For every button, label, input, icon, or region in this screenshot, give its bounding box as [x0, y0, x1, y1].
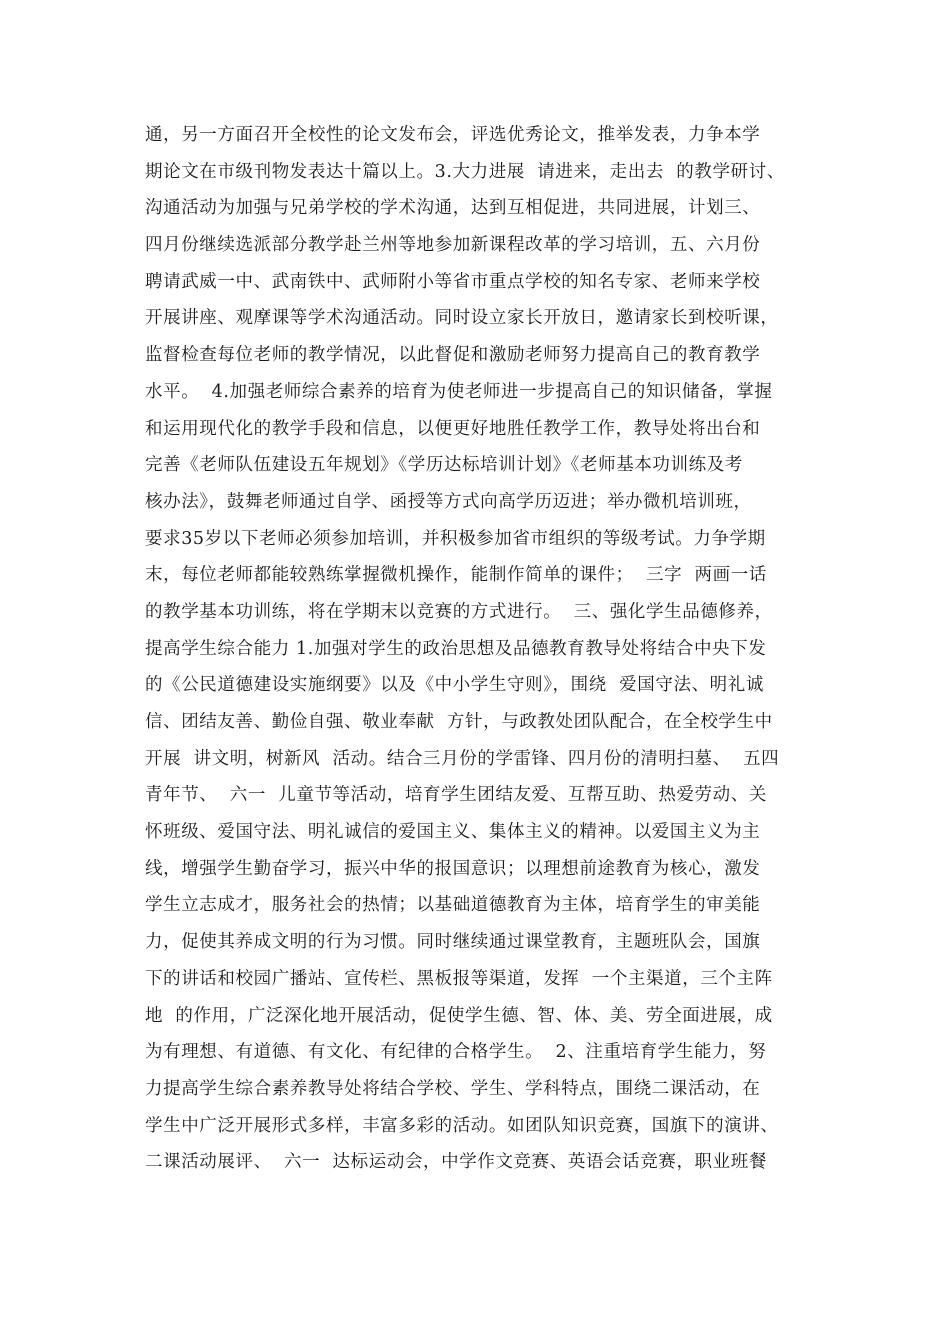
text-line: 和运用现代化的教学手段和信息，以便更好地胜任教学工作，教导处将出台和	[145, 418, 761, 439]
text-line: 沟通活动为加强与兄弟学校的学术沟通，达到互相促进，共同进展，计划三、	[145, 198, 761, 219]
text-line: 信、团结友善、勤俭自强、敬业奉献 方针，与政教处团队配合，在全校学生中	[145, 712, 773, 732]
text-line: 开展讲座、观摩课等学术沟通活动。同时设立家长开放日，邀请家长到校听课，	[145, 308, 779, 329]
text-line: 通，另一方面召开全校性的论文发布会，评选优秀论文，推举发表，力争本学	[145, 125, 761, 145]
text-line: 学生立志成才，服务社会的热情；以基础道德教育为主体，培育学生的审美能	[145, 895, 761, 916]
text-line: 核办法》，鼓舞老师通过自学、函授等方式向高学历迈进；举办微机培训班，	[145, 491, 752, 512]
text-line: 为有理想、有道德、有文化、有纪律的合格学生。 2、注重培育学生能力，努	[145, 1042, 767, 1063]
text-line: 末，每位老师都能较熟练掌握微机操作，能制作简单的课件； 三字 两画一话	[145, 565, 767, 586]
text-line: 开展 讲文明，树新风 活动。结合三月份的学雷锋、四月份的清明扫墓、 五四	[145, 748, 780, 769]
text-line: 学生中广泛开展形式多样，丰富多彩的活动。如团队知识竞赛，国旗下的演讲、	[145, 1115, 779, 1136]
text-line: 线，增强学生勤奋学习，振兴中华的报国意识；以理想前途教育为核心，激发	[145, 858, 761, 879]
text-line: 青年节、 六一 儿童节等活动，培育学生团结友爱、互帮互助、热爱劳动、关	[145, 785, 767, 806]
body-text	[145, 117, 825, 1181]
text-line: 聘请武威一中、武南铁中、武师附小等省市重点学校的知名专家、老师来学校	[145, 271, 761, 292]
text-line: 四月份继续选派部分教学赴兰州等地参加新课程改革的学习培训，五、六月份	[145, 235, 761, 256]
text-line: 力提高学生综合素养教导处将结合学校、学生、学科特点，围绕二课活动，在	[145, 1078, 761, 1099]
text-line: 力，促使其养成文明的行为习惯。同时继续通过课堂教育，主题班队会，国旗	[145, 932, 761, 953]
text-line: 期论文在市级刊物发表达十篇以上。3.大力进展 请进来，走出去 的教学研讨、	[145, 161, 785, 182]
text-line: 完善《老师队伍建设五年规划》《学历达标培训计划》《老师基本功训练及考	[145, 455, 743, 476]
text-line: 要求35岁以下老师必须参加培训，并积极参加省市组织的等级考试。力争学期	[145, 528, 766, 549]
text-line: 地 的作用，广泛深化地开展活动，促使学生德、智、体、美、劳全面进展，成	[145, 1005, 773, 1026]
text-line: 提高学生综合能力 1.加强对学生的政治思想及品德教育教导处将结合中央下发	[145, 638, 767, 659]
text-line: 二课活动展评、 六一 达标运动会，中学作文竞赛、英语会话竞赛，职业班餐	[145, 1152, 767, 1173]
text-line: 怀班级、爱国守法、明礼诚信的爱国主义、集体主义的精神。以爱国主义为主	[145, 822, 761, 843]
text-line: 的教学基本功训练，将在学期末以竞赛的方式进行。 三、强化学生品德修养，	[145, 601, 773, 622]
text-line: 的《公民道德建设实施纲要》以及《中小学生守则》，围绕 爱国守法、明礼诚	[145, 675, 764, 696]
text-line: 监督检查每位老师的教学情况，以此督促和激励老师努力提高自己的教育教学	[145, 345, 761, 366]
text-line: 下的讲话和校园广播站、宣传栏、黑板报等渠道，发挥 一个主渠道，三个主阵	[145, 968, 773, 989]
text-line: 水平。 4.加强老师综合素养的培育为使老师进一步提高自己的知识储备，掌握	[145, 381, 773, 402]
